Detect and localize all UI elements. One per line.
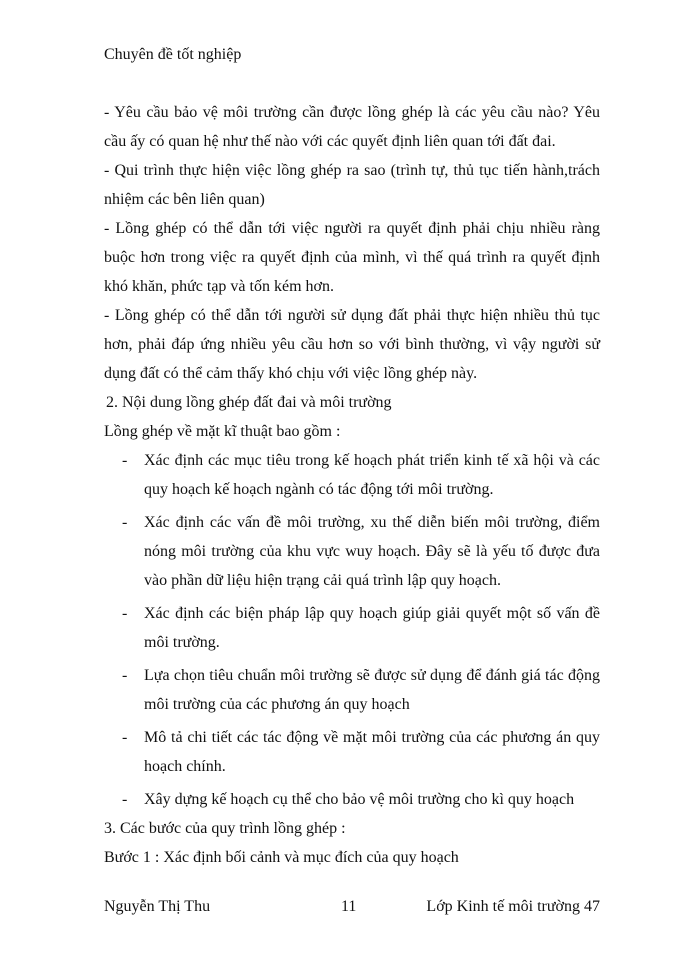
dash-bullet: - — [122, 791, 128, 808]
document-body — [104, 98, 600, 872]
section-3-step-1: Bước 1 : Xác định bối cảnh và mục đích của quy hoạch — [104, 849, 459, 866]
list-item-text: Xác định các vấn đề môi trường, xu thế diễn biến môi trường, điểm nóng môi trường của khu vực wuy hoạch. Đây sẽ là yếu tố được đưa vào phần dữ liệu hiện trạng cải quá trình lập quy hoạch. — [144, 514, 600, 589]
technical-integration-list — [104, 446, 600, 814]
list-item — [104, 723, 600, 781]
page-footer — [104, 898, 600, 922]
paragraph-land-users: - Lồng ghép có thể dẫn tới người sử dụng đất phải thực hiện nhiều thủ tục hơn, phải đáp ứng nhiều yêu cầu hơn so với bình thường, vì vậy người sử dụng đất có thể cảm thấy khó chịu với việc lồng ghép này. — [104, 307, 600, 382]
list-item-text: Lựa chọn tiêu chuẩn môi trường sẽ được sử dụng để đánh giá tác động môi trường của các phương án quy hoạch — [144, 667, 600, 713]
list-item — [104, 446, 600, 504]
list-item-text: Xác định các mục tiêu trong kế hoạch phát triển kinh tế xã hội và các quy hoạch kế hoạch ngành có tác động tới môi trường. — [144, 452, 600, 498]
list-item — [104, 599, 600, 657]
dash-bullet: - — [122, 605, 128, 622]
paragraph-procedure: - Qui trình thực hiện việc lồng ghép ra sao (trình tự, thủ tục tiến hành,trách nhiệm các bên liên quan) — [104, 162, 600, 208]
list-item — [104, 785, 600, 814]
list-item — [104, 661, 600, 719]
footer-author: Nguyễn Thị Thu — [104, 898, 211, 915]
list-item-text: Xác định các biện pháp lập quy hoạch giúp giải quyết một số vấn đề môi trường. — [144, 605, 600, 651]
list-item-text: Mô tả chi tiết các tác động về mặt môi trường của các phương án quy hoạch chính. — [144, 729, 600, 775]
dash-bullet: - — [122, 514, 128, 531]
paragraph-requirements: - Yêu cầu bảo vệ môi trường cần được lồng ghép là các yêu cầu nào? Yêu cầu ấy có quan hệ như thế nào với các quyết định liên quan tới đất đai. — [104, 104, 600, 150]
page-header-title: Chuyên đề tốt nghiệp — [104, 46, 242, 63]
dash-bullet: - — [122, 667, 128, 684]
list-item-text: Xây dựng kế hoạch cụ thể cho bảo vệ môi trường cho kì quy hoạch — [144, 791, 575, 808]
section-3-heading: 3. Các bước của quy trình lồng ghép : — [104, 820, 346, 837]
section-2-heading: 2. Nội dung lồng ghép đất đai và môi trường — [106, 394, 392, 411]
dash-bullet: - — [122, 729, 128, 746]
dash-bullet: - — [122, 452, 128, 469]
footer-class-name: Lớp Kinh tế môi trường 47 — [426, 898, 600, 915]
list-item — [104, 508, 600, 595]
paragraph-decision-makers: - Lồng ghép có thể dẫn tới việc người ra quyết định phải chịu nhiều ràng buộc hơn trong việc ra quyết định của mình, vì thế quá trình ra quyết định khó khăn, phức tạp và tốn kém hơn. — [104, 220, 600, 295]
footer-page-number: 11 — [341, 898, 357, 915]
section-2-intro: Lồng ghép về mặt kĩ thuật bao gồm : — [104, 423, 341, 440]
